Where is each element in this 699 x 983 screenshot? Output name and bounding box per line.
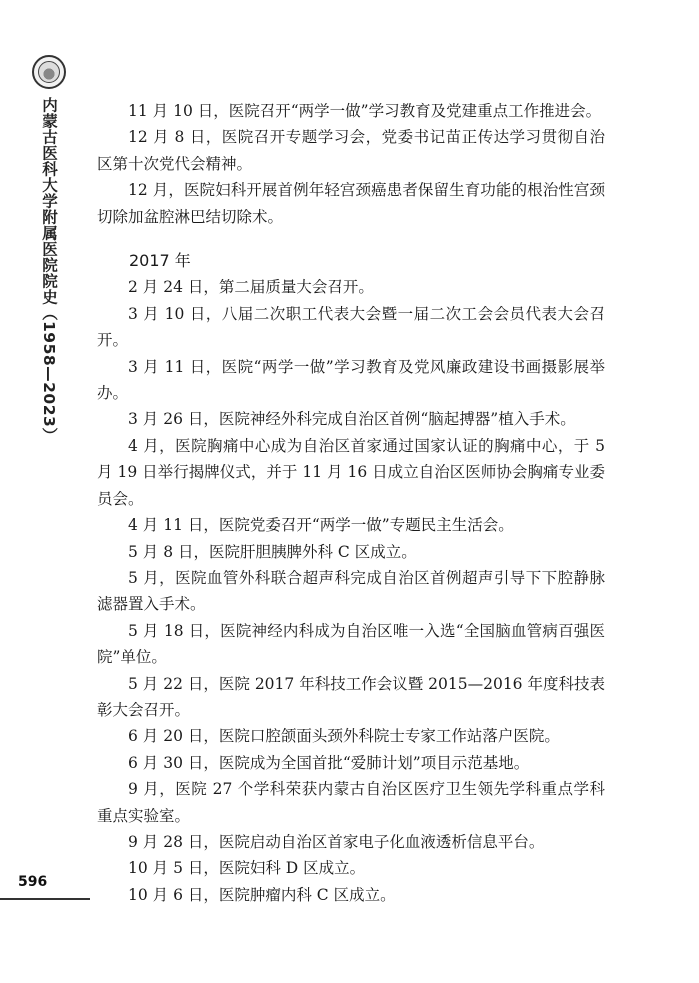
page-number-rule	[0, 898, 90, 900]
entry-2017: 6 月 30 日，医院成为全国首批“爱肺计划”项目示范基地。	[128, 753, 530, 772]
entry-2017: 10 月 5 日，医院妇科 D 区成立。	[128, 859, 366, 878]
entry-2016-dec-8: 12 月 8 日，医院召开专题学习会，党委书记苗正传达学习贯彻自治区第十次党代会精神。	[97, 128, 605, 173]
university-seal-icon	[32, 55, 66, 89]
entry-2017: 9 月，医院 27 个学科荣获内蒙古自治区医疗卫生领先学科重点学科重点实验室。	[97, 780, 605, 825]
entry-2017: 5 月 18 日，医院神经内科成为自治区唯一入选“全国脑血管病百强医院”单位。	[97, 621, 605, 667]
entry-2017: 5 月 8 日，医院肝胆胰脾外科 C 区成立。	[128, 542, 417, 561]
entry-2017: 2 月 24 日，第二届质量大会召开。	[128, 278, 374, 297]
entry-2017: 6 月 20 日，医院口腔颌面头颈外科院士专家工作站落户医院。	[128, 727, 560, 746]
entry-2017: 3 月 11 日，医院“两学一做”学习教育及党风廉政建设书画摄影展举办。	[97, 357, 605, 403]
entry-2017: 4 月 11 日，医院党委召开“两学一做”专题民主生活会。	[128, 516, 514, 535]
entry-2016-nov-10: 11 月 10 日，医院召开“两学一做”学习教育及党建重点工作推进会。	[128, 102, 602, 120]
entry-2017: 9 月 28 日，医院启动自治区首家电子化血液透析信息平台。	[128, 832, 545, 851]
entry-2017: 3 月 26 日，医院神经外科完成自治区首例“脑起搏器”植入手术。	[128, 410, 576, 429]
book-sidebar	[28, 55, 70, 443]
entry-2017: 4 月，医院胸痛中心成为自治区首家通过国家认证的胸痛中心，于 5 月 19 日举行揭牌仪式，并于 11 月 16 日成立自治区医师协会胸痛专业委员会。	[97, 436, 605, 508]
entry-2017: 5 月，医院血管外科联合超声科完成自治区首例超声引导下下腔静脉滤器置入手术。	[97, 568, 605, 614]
book-title: 内蒙古医科大学附属医院院史（1958—2023）	[40, 97, 58, 444]
page-body	[97, 98, 605, 908]
entry-2016-dec: 12 月，医院妇科开展首例年轻宫颈癌患者保留生育功能的根治性宫颈切除加盆腔淋巴结切除术。	[97, 181, 605, 226]
entry-2017: 3 月 10 日，八届二次职工代表大会暨一届二次工会会员代表大会召开。	[97, 304, 605, 350]
year-heading-2017: 2017 年	[129, 251, 191, 271]
entry-2017: 10 月 6 日，医院肿瘤内科 C 区成立。	[128, 885, 396, 904]
page-number: 596	[18, 874, 48, 890]
entry-2017: 5 月 22 日，医院 2017 年科技工作会议暨 2015—2016 年度科技表彰大会召开。	[97, 674, 605, 719]
seal-emblem	[38, 61, 60, 83]
